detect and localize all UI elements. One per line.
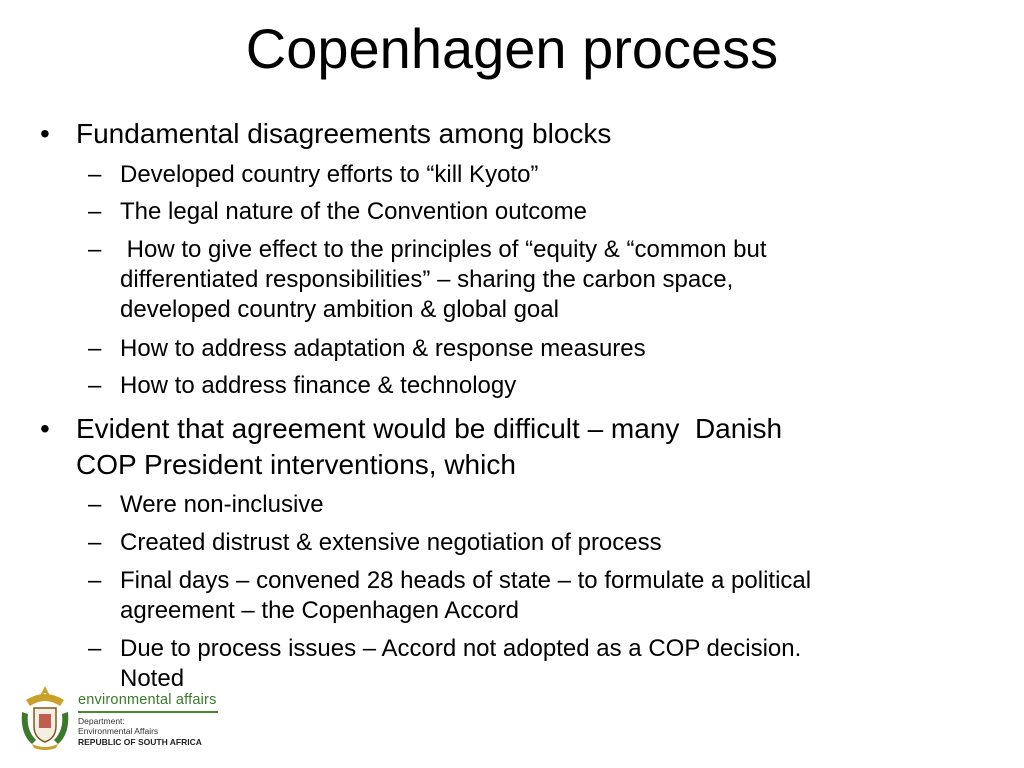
sub-item-1-5: How to address finance & technology	[120, 372, 517, 399]
bullet-1-text: Fundamental disagreements among blocks	[76, 118, 612, 149]
sub-item-2-4-line-2: Noted	[120, 665, 185, 692]
logo-country: REPUBLIC OF SOUTH AFRICA	[78, 737, 202, 747]
dash-marker: –	[88, 335, 102, 362]
dash-marker: –	[88, 372, 102, 399]
sub-item-1-3-line-2: differentiated responsibilities” – sharing the carbon space,	[120, 266, 734, 293]
coat-of-arms-icon	[16, 682, 74, 752]
sub-item-1-1: Developed country efforts to “kill Kyoto”	[120, 161, 539, 188]
dash-marker: –	[88, 491, 102, 518]
dash-marker: –	[88, 236, 102, 263]
department-logo	[16, 682, 226, 752]
sub-item-1-2: The legal nature of the Convention outcome	[120, 198, 587, 225]
dash-marker: –	[88, 635, 102, 662]
sub-item-2-3-line-2: agreement – the Copenhagen Accord	[120, 597, 519, 624]
logo-title: environmental affairs	[78, 692, 217, 708]
sub-item-1-3-line-3: developed country ambition & global goal	[120, 296, 559, 323]
sub-item-1-3-line-1: How to give effect to the principles of “equity & “common but	[120, 236, 767, 263]
slide-title: Copenhagen process	[245, 17, 779, 80]
dash-marker: –	[88, 198, 102, 225]
logo-divider	[78, 711, 218, 713]
bullet-marker: •	[40, 413, 50, 444]
bullet-2-line-1: Evident that agreement would be difficult – many Danish	[76, 413, 783, 444]
dash-marker: –	[88, 529, 102, 556]
logo-dept-label: Department:	[78, 716, 125, 726]
sub-item-2-3-line-1: Final days – convened 28 heads of state – to formulate a political	[120, 567, 812, 594]
dash-marker: –	[88, 567, 102, 594]
dash-marker: –	[88, 161, 102, 188]
logo-dept-name: Environmental Affairs	[78, 726, 159, 736]
sub-item-2-2: Created distrust & extensive negotiation of process	[120, 529, 662, 556]
sub-item-1-4: How to address adaptation & response measures	[120, 335, 646, 362]
bullet-2-line-2: COP President interventions, which	[76, 449, 516, 480]
sub-item-2-4-line-1: Due to process issues – Accord not adopted as a COP decision.	[120, 635, 802, 662]
sub-item-2-1: Were non-inclusive	[120, 491, 324, 518]
bullet-marker: •	[40, 118, 50, 149]
